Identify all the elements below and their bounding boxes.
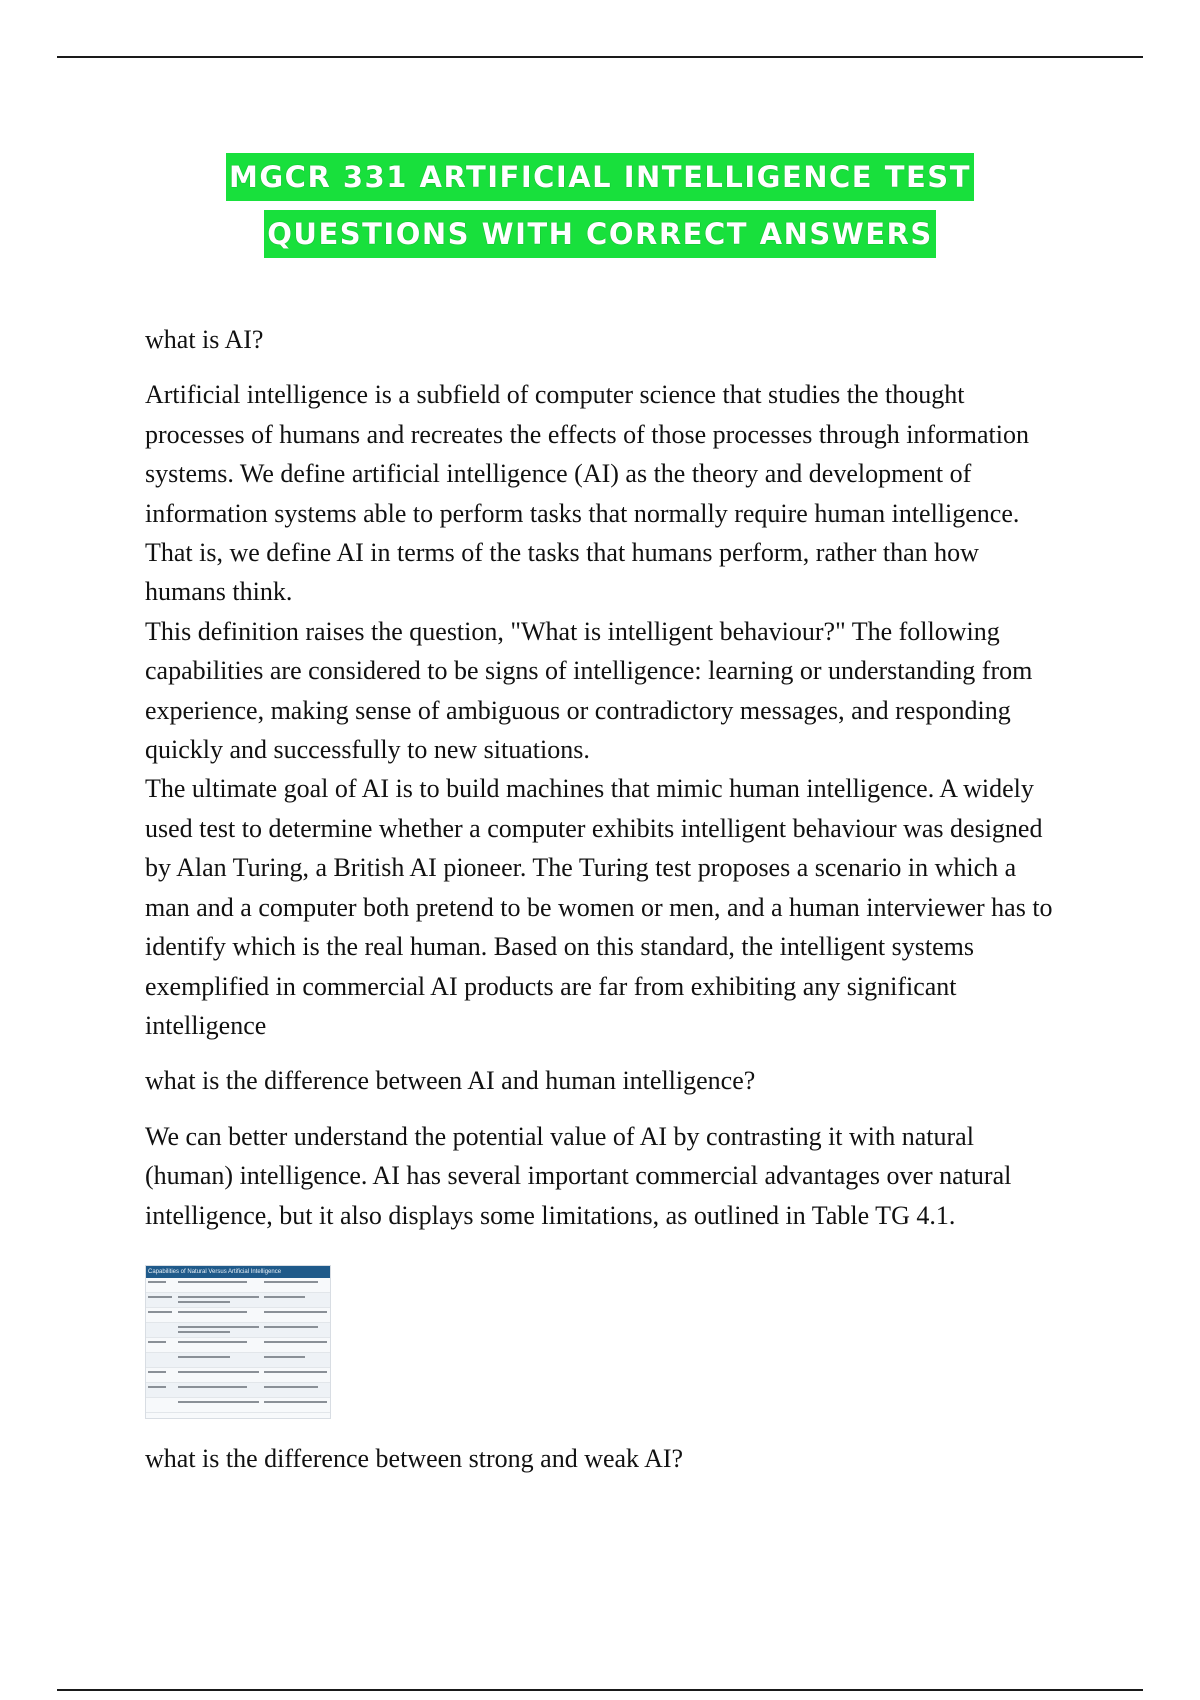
table-thumbnail-row bbox=[146, 1308, 330, 1323]
answer-1 bbox=[145, 375, 1065, 1045]
question-1: what is AI? bbox=[145, 325, 264, 354]
table-thumbnail-row bbox=[146, 1338, 330, 1353]
table-thumbnail-row bbox=[146, 1383, 330, 1398]
top-rule bbox=[57, 56, 1143, 58]
answer-2 bbox=[145, 1117, 1065, 1235]
table-thumbnail-row bbox=[146, 1293, 330, 1308]
table-thumbnail-row bbox=[146, 1278, 330, 1293]
answer-2-paragraph-1: We can better understand the potential value of AI by contrasting it with natural (human) intelligence. AI has several important commercial advantages over natural intelligence, but it also displays some limitations, as outlined in Table TG 4.1. bbox=[145, 1121, 1012, 1230]
answer-1-paragraph-3: The ultimate goal of AI is to build machines that mimic human intelligence. A widely used test to determine whether a computer exhibits intelligent behaviour was designed by Alan Turing, a British AI pioneer. The Turing test proposes a scenario in which a man and a computer both pretend to be women or men, and a human interviewer has to identify which is the real human. Based on this standard, the intelligent systems exemplified in commercial AI products are far from exhibiting any significant intelligence bbox=[145, 774, 1053, 1040]
answer-1-paragraph-1: Artificial intelligence is a subfield of computer science that studies the thought processes of humans and recreates the effects of those processes through information systems. We define artificial intelligence (AI) as the theory and development of information systems able to perform tasks that normally require human intelligence. That is, we define AI in terms of the tasks that humans perform, rather than how humans think. bbox=[145, 380, 1029, 607]
question-3: what is the difference between strong and weak AI? bbox=[145, 1443, 684, 1473]
table-thumbnail-header: Capabilities of Natural Versus Artificial Intelligence bbox=[146, 1266, 330, 1278]
title-line-2: QUESTIONS WITH CORRECT ANSWERS bbox=[264, 210, 935, 258]
question-2: what is the difference between AI and human intelligence? bbox=[145, 1066, 756, 1096]
document-body bbox=[145, 320, 1065, 1494]
table-thumbnail-row bbox=[146, 1368, 330, 1383]
table-tg-4-1-thumbnail bbox=[145, 1265, 331, 1419]
table-thumbnail-row bbox=[146, 1323, 330, 1338]
answer-1-paragraph-2: This definition raises the question, "What is intelligent behaviour?" The following capabilities are considered to be signs of intelligence: learning or understanding from experience, making sense of ambiguous or contradictory messages, and responding quickly and successfully to new situations. bbox=[145, 616, 1033, 765]
table-thumbnail-row bbox=[146, 1353, 330, 1368]
title-line-1: MGCR 331 ARTIFICIAL INTELLIGENCE TEST bbox=[226, 153, 974, 201]
bottom-rule bbox=[57, 1689, 1143, 1691]
table-thumbnail-row bbox=[146, 1398, 330, 1413]
document-title bbox=[0, 150, 1200, 264]
